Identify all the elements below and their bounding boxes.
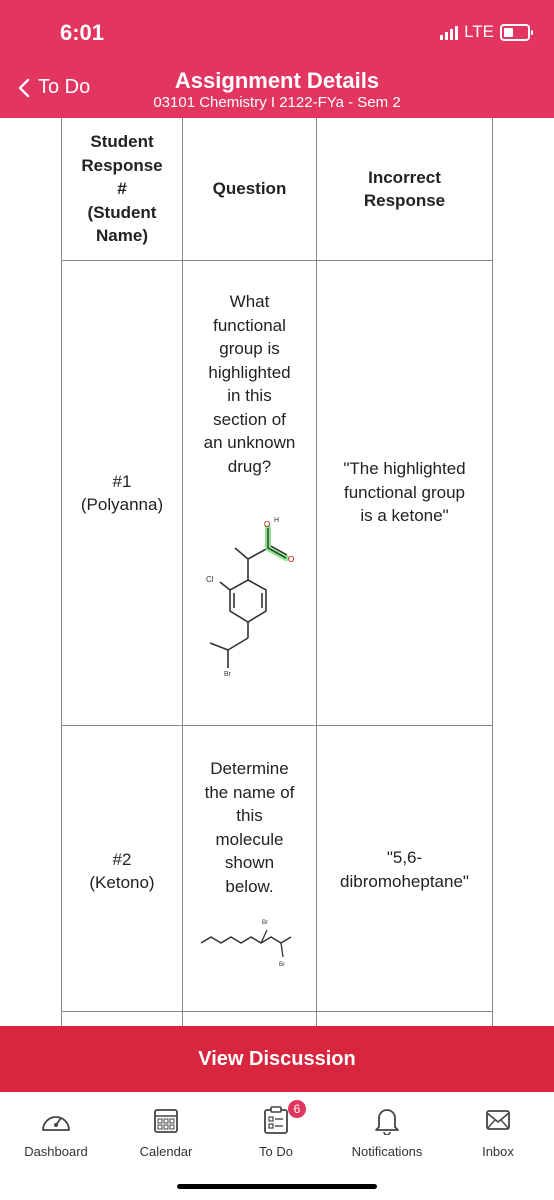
view-discussion-button[interactable]: View Discussion: [0, 1026, 554, 1092]
header-text: Question: [212, 179, 287, 199]
tab-notifications[interactable]: [340, 1102, 434, 1159]
header-text: Incorrect: [368, 167, 441, 187]
home-indicator: [177, 1184, 377, 1189]
atom-br-label: Br: [224, 671, 231, 678]
header-text: Response: [363, 191, 446, 210]
gauge-icon: [39, 1106, 73, 1134]
question-text: molecule: [215, 829, 284, 849]
question-text: group is: [219, 339, 280, 358]
battery-icon: [500, 24, 530, 41]
tab-calendar[interactable]: [126, 1102, 206, 1159]
tab-todo[interactable]: [236, 1102, 316, 1159]
atom-br-label: Br: [279, 962, 285, 968]
tab-inbox-label: Inbox: [482, 1144, 514, 1159]
todo-badge: 6: [288, 1100, 306, 1118]
tab-dashboard[interactable]: [16, 1102, 96, 1159]
tab-inbox[interactable]: [468, 1102, 528, 1159]
row1-question: [183, 290, 316, 478]
network-label: LTE: [464, 22, 494, 41]
header-text: #: [117, 179, 127, 199]
page-title: Assignment Details: [174, 68, 380, 93]
header-incorrect: [317, 118, 492, 260]
atom-h-label: H: [274, 517, 280, 524]
page-subtitle: 03101 Chemistry I 2122-FYa - Sem 2: [153, 94, 401, 111]
response-text: "5,6-: [386, 848, 423, 867]
clipboard-icon: [262, 1105, 290, 1135]
header-text: Student: [90, 132, 154, 152]
response-text: is a ketone": [360, 506, 449, 525]
question-text: highlighted: [208, 362, 291, 382]
header-question: [183, 118, 316, 260]
row2-student: [62, 818, 182, 924]
question-text: this: [236, 806, 263, 825]
mail-icon: [485, 1109, 511, 1131]
response-text: dibromoheptane": [340, 871, 469, 891]
assignment-table: [0, 118, 554, 1026]
tab-notifications-label: Notifications: [351, 1144, 423, 1159]
question-text: section of: [213, 409, 286, 429]
atom-o-label: O: [288, 555, 295, 564]
header-text: Response: [81, 155, 163, 175]
student-number: #2: [112, 849, 132, 869]
molecule-image-2: [195, 913, 305, 973]
question-text: drug?: [227, 456, 272, 476]
status-time: 6:01: [60, 20, 105, 45]
response-text: functional group: [344, 482, 465, 502]
tab-todo-label: To Do: [259, 1144, 293, 1159]
row1-student: [62, 261, 182, 725]
atom-br-label: Br: [262, 920, 268, 926]
signal-icon: [440, 24, 458, 40]
student-name: (Ketono): [89, 873, 155, 892]
table-divider: [492, 118, 493, 1026]
student-name: (Polyanna): [80, 495, 164, 514]
question-text: Determine: [210, 759, 289, 778]
table-divider: [61, 1011, 493, 1012]
app-header: [0, 0, 554, 118]
molecule-image-1: [190, 498, 310, 688]
question-text: in this: [227, 386, 272, 405]
response-text: "The highlighted: [343, 459, 466, 478]
row2-response: [317, 846, 492, 893]
question-text: below.: [225, 876, 274, 896]
row1-response: [317, 457, 492, 528]
tab-calendar-label: Calendar: [139, 1144, 193, 1159]
question-text: functional: [213, 315, 286, 335]
calendar-icon: [153, 1106, 179, 1134]
atom-o-label: O: [264, 520, 271, 529]
status-indicators: [440, 22, 530, 42]
atom-cl-label: Cl: [206, 575, 214, 584]
student-number: #1: [112, 471, 132, 491]
question-text: an unknown: [203, 433, 296, 452]
row2-question: [183, 757, 316, 898]
question-text: the name of: [204, 782, 295, 802]
question-text: What: [229, 292, 270, 311]
header-student: [62, 118, 182, 260]
tab-dashboard-label: Dashboard: [24, 1144, 88, 1159]
header-text: (Student: [87, 202, 157, 222]
header-text: Name): [96, 226, 148, 246]
table-divider: [61, 725, 493, 726]
bell-icon: [373, 1105, 401, 1135]
question-text: shown: [224, 853, 275, 872]
back-label: To Do: [38, 76, 91, 98]
